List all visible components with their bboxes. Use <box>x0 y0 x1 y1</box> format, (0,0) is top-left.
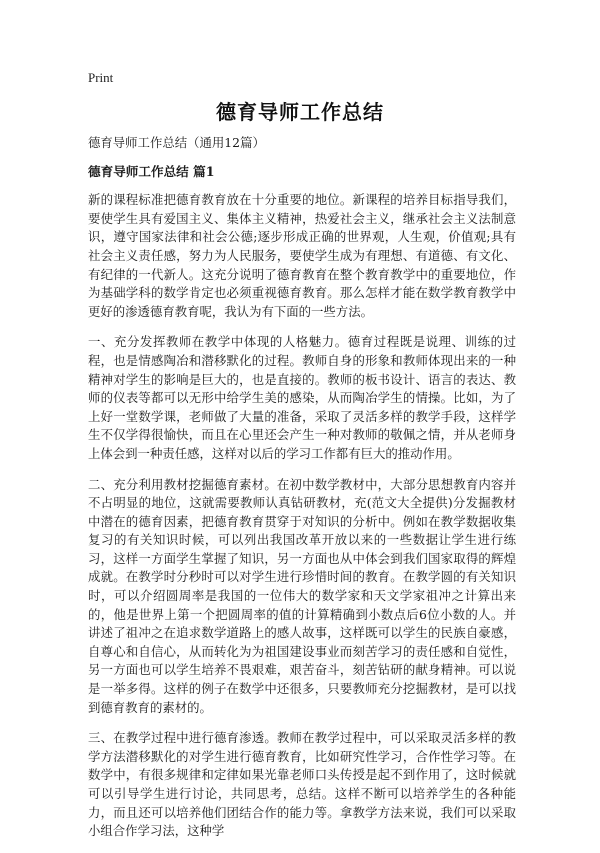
paragraph-point-2: 二、充分利用教材挖掘德育素材。在初中数学教材中，大部分思想教育内容并不占明显的地位，这就需要教师认真钻研教材，充(范文大全提供)分发掘教材中潜在的德育因素，把德育教育贯穿于对知识的分析中。例如在教学数据收集复习的有关知识时候，可以列出我国改革开放以来的一些数据让学生进行练习，这样一方面学生掌握了知识，另一方面也从中体会到我们国家取得的辉煌成就。在教学时分秒时可以对学生进行珍惜时间的教育。在教学圆的有关知识时，可以介绍圆周率是我国的一位伟大的数学家和天文学家祖冲之计算出来的，他是世界上第一个把圆周率的值的计算精确到小数点后6位小数的人。并讲述了祖冲之在追求数学道路上的感人故事，这样既可以学生的民族自豪感，自尊心和自信心，从而转化为为祖国建设事业而刻苦学习的责任感和自觉性，另一方面也可以学生培养不畏艰难，艰苦奋斗，刻苦钻研的献身精神。可以说是一举多得。这样的例子在数学中还很多，只要教师充分挖掘教材，是可以找到德育教育的素材的。 <box>88 476 516 715</box>
section-heading: 德育导师工作总结 篇1 <box>88 163 215 179</box>
paragraph-point-3: 三、在教学过程中进行德育渗透。教师在教学过程中，可以采取灵活多样的教学方法潜移默化的对学生进行德育教育，比如研究性学习，合作性学习等。在数学中，有很多规律和定律如果光靠老师口头传授是起不到作用了，这时候就可以引导学生进行讨论，共同思考，总结。这样不断可以培养学生的各种能力，而且还可以培养他们团结合作的能力等。拿教学方法来说，我们可以采取小组合作学习法，这种学 <box>88 730 516 839</box>
paragraph-intro: 新的课程标准把德育教育放在十分重要的地位。新课程的培养目标指导我们，要使学生具有爱国主义、集体主义精神，热爱社会主义，继承社会主义法制意识，遵守国家法律和社会公德;逐步形成正确的世界观，人生观，价值观;具有社会主义责任感，努力为人民服务，要使学生成为有理想、有道德、有文化、有纪律的一代新人。这充分说明了德育教育在整个教育教学中的重要地位，作为基础学科的数学肯定也必须重视德育教育。那么怎样才能在数学教育教学中更好的渗透德育教育呢，我认为有下面的一些方法。 <box>88 192 516 319</box>
document-body <box>88 134 516 853</box>
page-title: 德育导师工作总结 <box>216 100 384 124</box>
print-link[interactable]: Print <box>88 70 114 85</box>
paragraph-point-1: 一、充分发挥教师在教学中体现的人格魅力。德育过程既是说理、训练的过程，也是情感陶冶和潜移默化的过程。教师自身的形象和教师体现出来的一种精神对学生的影响是巨大的，也是直接的。教师的板书设计、语言的表达、教师的仪表等都可以无形中给学生美的感染，从而陶冶学生的情操。比如，为了上好一堂数学课，老师做了大量的准备，采取了灵活多样的教学手段，这样学生不仅学得很愉快，而且在心里还会产生一种对教师的敬佩之情，并从老师身上体会到一种责任感，这样对以后的学习工作都有巨大的推动作用。 <box>88 334 516 461</box>
document-subtitle: 德育导师工作总结（通用12篇） <box>88 135 265 150</box>
